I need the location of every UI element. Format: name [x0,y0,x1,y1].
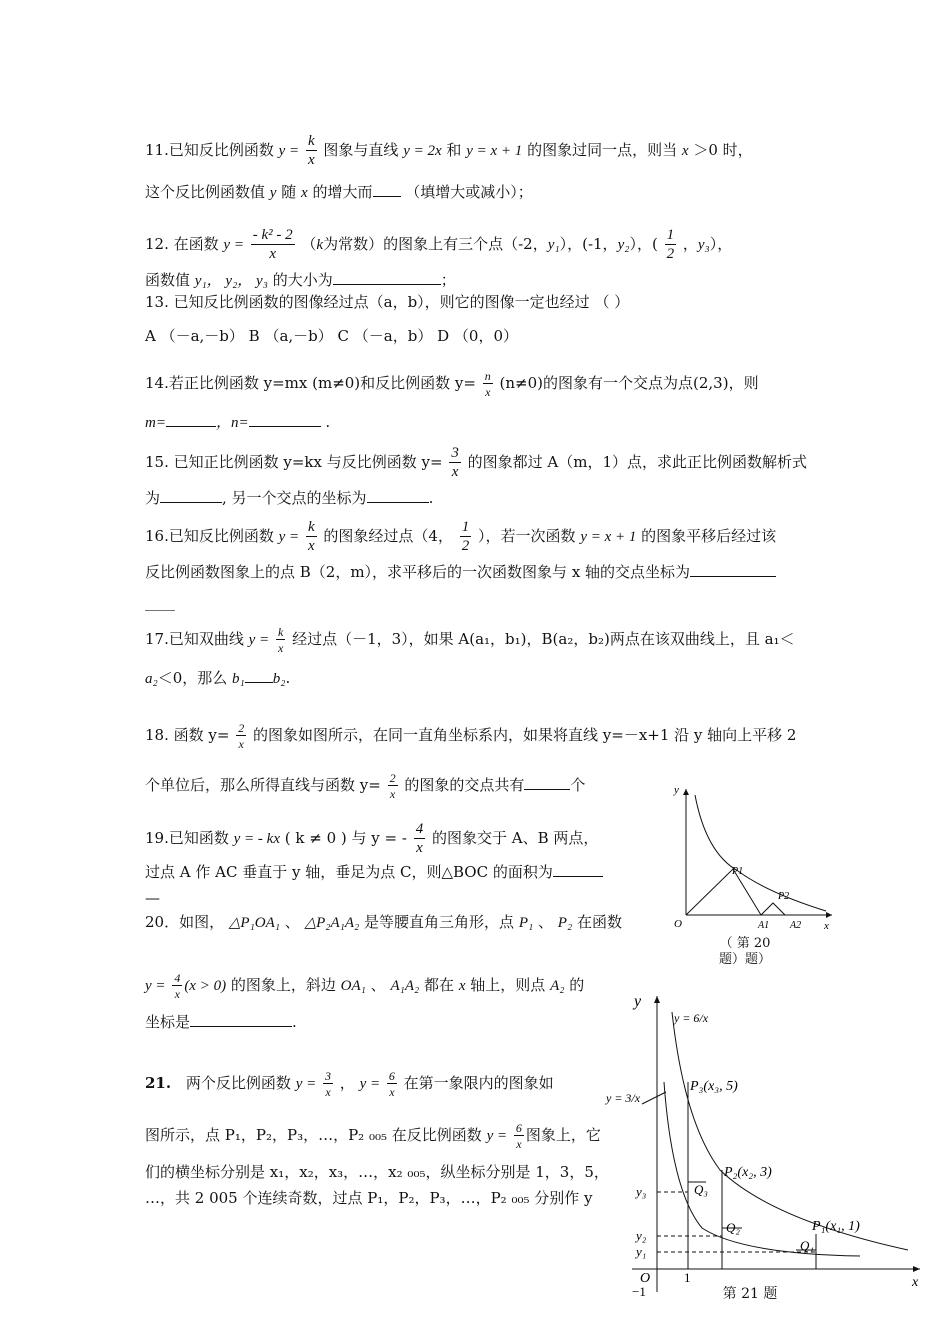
answer-blank-m[interactable] [166,426,216,427]
fraction-neg-k2-minus-2: $\frac{\text{- k² - 2}}{x}$ [252,227,293,262]
q19-line1: 19.已知函数 y = - kx ( k ≠ 0 ) 与 y = - $\frac{4}{x}$ 的图象交于 A、B 两点， [145,821,599,856]
fig20-y-label: y [674,784,679,796]
q14-line2: m= ，n= . [145,413,331,431]
fig21-curve6-label: y = 6/x [674,1011,709,1025]
answer-blank[interactable] [333,284,441,285]
fig20-x-label: x [824,920,829,932]
fig21-y3-label: y₃ [636,1184,647,1199]
fig20-a2-label: A2 [790,920,802,931]
fig21-tick-1-label: 1 [684,1270,691,1285]
q19-line3: — [145,889,160,907]
q17-line2: a₂＜0，那么 b₁ b₂. [145,669,291,687]
fig21-p1-label: P₁(x₁, 1) [812,1219,860,1234]
fraction-6-over-x: $\frac{6}{x}$ [388,1069,395,1099]
q17-line1: 17.已知双曲线 y = $\frac{k}{x}$ 经过点（－1，3），如果 A(a₁，b₁)，B(a₂，b₂)两点在该双曲线上，且 a₁＜ [145,625,795,655]
q20-line2: y = $\frac{4}{x}$ (x > 0) 的图象上，斜边 OA₁ 、 A₁A₂ 都在 x 轴上，则点 A₂ 的 [145,971,585,1001]
q16-line3: ____ [145,593,175,611]
fig20-p1-label: P1 [732,866,744,877]
figure-21 [602,992,932,1304]
fraction-4-over-x: $\frac{4}{x}$ [174,971,181,1001]
answer-blank-compare[interactable] [245,682,273,683]
fig21-x-label: x [912,1275,919,1290]
fig20-a1-label: A1 [758,920,770,931]
fraction-3-over-x: $\frac{3}{x}$ [325,1069,331,1099]
q21-line2: 图所示，点 P₁，P₂，P₃，…，P₂ ₀₀₅ 在反比例函数 y = $\frac{6}{x}$ 图象上，它 [145,1121,601,1151]
fraction-2-over-x: $\frac{2}{x}$ [238,721,245,751]
q21-line1: 21. 两个反比例函数 y = $\frac{3}{x}$ ， y = $\frac{6}{x}$ 在第一象限内的图象如 [145,1069,554,1099]
answer-blank[interactable] [524,789,570,790]
q18-line1: 18. 函数 y= $\frac{2}{x}$ 的图象如图所示，在同一直角坐标系内，如果将直线 y=－x+1 沿 y 轴向上平移 2 [145,721,797,751]
answer-blank[interactable] [690,576,776,577]
q13-line1: 13. 已知反比例函数的图像经过点（a，b），则它的图像一定也经过 （ ） [145,293,630,311]
fraction-k-over-x: $\frac{k}{x}$ [277,625,284,655]
fig21-caption: 第 21 题 [722,1286,778,1302]
fig20-origin-label: O [674,918,682,930]
q21-line3: 们的横坐标分别是 x₁，x₂，x₃，…，x₂ ₀₀₅，纵坐标分别是 1，3，5， [145,1163,609,1181]
q16-line2: 反比例函数图象上的点 B（2，m），求平移后的一次函数图象与 x 轴的交点坐标为 [145,562,776,582]
fig21-y2-label: y₂ [636,1228,647,1243]
fig20-caption: （ 第 20 题）题） [718,936,771,967]
fraction-k-over-x: $\frac{k}{x}$ [307,519,315,554]
q20-line3: 坐标是 . [145,1013,297,1031]
q18-line2: 个单位后，那么所得直线与函数 y= $\frac{2}{x}$ 的图象的交点共有 个 [145,771,586,801]
q12-line1: 12. 在函数 y = $\frac{\text{- k² - 2}}{x}$ （k为常数）的图象上有三个点（-2，y₁），(-1，y₂），( $\frac{1}{2}$ ，y₃）， [145,227,733,262]
fraction-4-over-x: $\frac{4}{x}$ [415,821,424,856]
q11-line2: 这个反比例函数值 y 随 x 的增大而 （填增大或减小）； [145,183,533,201]
q14-line1: 14.若正比例函数 y=mx (m≠0)和反比例函数 y= $\frac{n}{x}$ (n≠0)的图象有一个交点为点(2,3)，则 [145,369,759,399]
answer-blank[interactable] [160,502,222,503]
q11-line1: 11.已知反比例函数 y = $\frac{k}{x}$ 图象与直线 y = 2x 和 y = x + 1 的图象过同一点，则当 x ＞0 时， [145,133,753,168]
fig21-y-label: y [634,993,642,1010]
fraction-3-over-x: $\frac{3}{x}$ [451,445,459,480]
fig21-q2-label: Q₂ [726,1220,740,1235]
q12-line2: 函数值 y₁， y₂， y₃ 的大小为 ； [145,271,456,289]
figure-20 [648,783,838,933]
q21-line4: …，共 2 005 个连续奇数，过点 P₁，P₂，P₃，…，P₂ ₀₀₅ 分别作 y [145,1189,593,1207]
fraction-2-over-x: $\frac{2}{x}$ [389,771,396,801]
fig21-tick-minus1-label: −1 [632,1284,646,1299]
q20-line1: 20．如图， △P₁OA₁ 、 △P₂A₁A₂ 是等腰直角三角形，点 P₁ 、 P₂ 在函数 [145,913,622,931]
fig21-q3-label: Q₃ [694,1182,708,1197]
answer-blank[interactable] [190,1026,292,1027]
q19-line2: 过点 A 作 AC 垂直于 y 轴，垂足为点 C，则△BOC 的面积为 [145,862,603,882]
fig21-p2-label: P₂(x₂, 3) [724,1165,772,1180]
answer-blank-n[interactable] [249,426,321,427]
fig21-y1-label: y₁ [636,1244,647,1259]
q15-line2: 为 , 另一个交点的坐标为 . [145,489,434,507]
fraction-n-over-x: $\frac{n}{x}$ [484,369,491,399]
fig21-p3-label: P₃(x₃, 5) [690,1079,738,1094]
fig21-q1-label: Q₁ [800,1238,814,1253]
q15-line1: 15. 已知正比例函数 y=kx 与反比例函数 y= $\frac{3}{x}$ 的图象都过 A（m，1）点，求此正比例函数解析式 [145,445,807,480]
fraction-k-over-x: $\frac{k}{x}$ [307,133,315,168]
fig21-origin-label: O [640,1271,651,1286]
answer-blank[interactable] [373,196,401,197]
fraction-one-half: $\frac{1}{2}$ [666,227,675,262]
answer-blank[interactable] [553,876,603,877]
fraction-6-over-x: $\frac{6}{x}$ [515,1121,522,1151]
fig21-curve3-label: y = 3/x [606,1091,641,1105]
q16-line1: 16.已知反比例函数 y = $\frac{k}{x}$ 的图象经过点（4， $\frac{1}{2}$ ），若一次函数 y = x + 1 的图象平移后经过该 [145,519,777,554]
fraction-one-half: $\frac{1}{2}$ [461,519,470,554]
answer-blank[interactable] [367,502,429,503]
fig20-p2-label: P2 [778,891,790,902]
q13-options: A （－a,－b） B （a,－b） C （－a，b） D （0，0） [145,327,518,345]
